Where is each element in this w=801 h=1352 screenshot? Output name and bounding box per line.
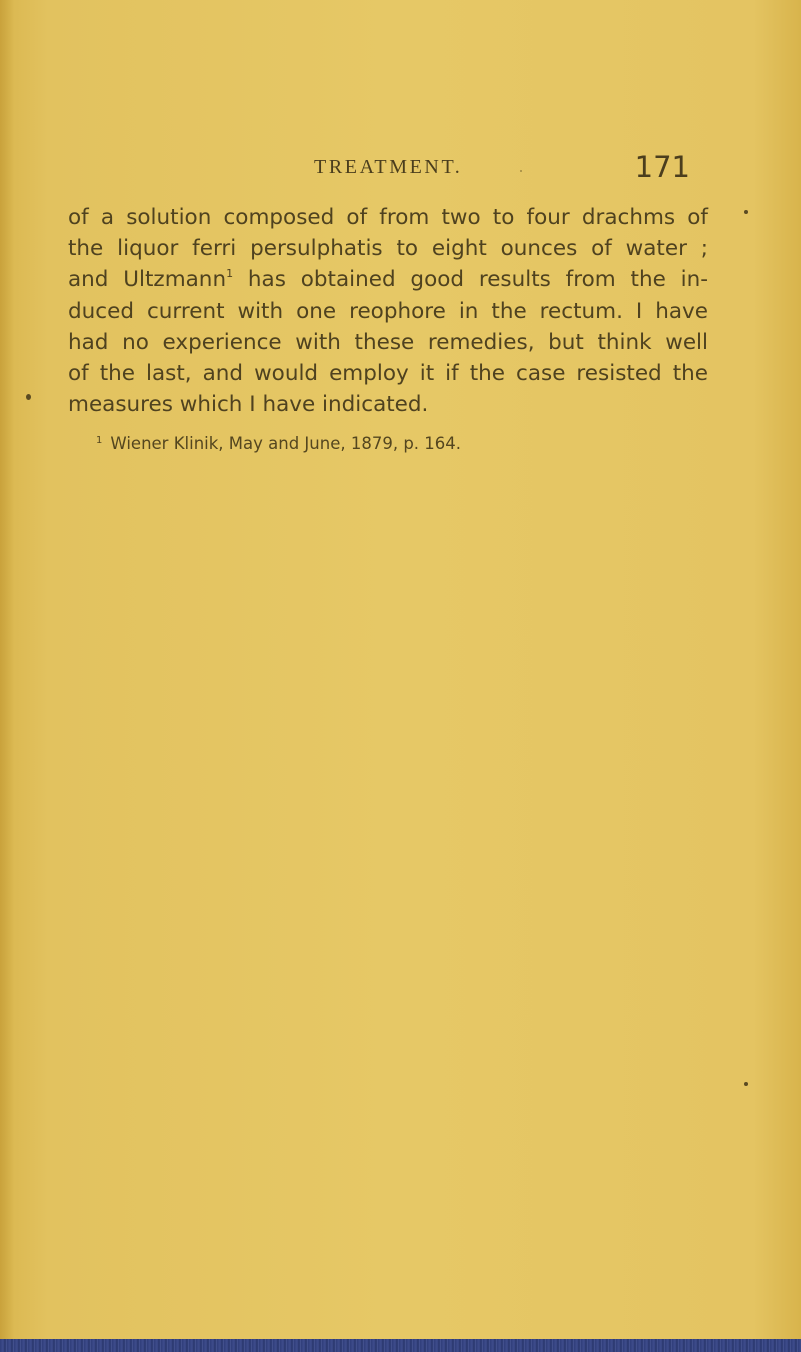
page-number: 171 xyxy=(634,150,690,184)
body-line-1: of a solution composed of from two to four drachms of xyxy=(68,205,708,230)
body-line-3-end: has obtained good results from the in- xyxy=(233,267,708,293)
page-gutter-shadow xyxy=(0,0,14,1352)
body-line-6: of the last, and would employ it if the case resisted the xyxy=(68,361,708,387)
paper-speck xyxy=(744,1082,748,1086)
body-line-3 xyxy=(68,264,708,295)
body-line-4: duced current with one reophore in the rectum. I have xyxy=(68,298,708,324)
body-line-3-start: and Ultzmann xyxy=(68,267,227,293)
body-line-5: had no experience with these remedies, but think well xyxy=(68,329,708,355)
footnote xyxy=(96,434,461,453)
paper-speck xyxy=(744,210,748,214)
scanner-edge-strip xyxy=(0,1339,801,1352)
footnote-marker: 1 xyxy=(96,435,103,446)
footnote-reference-marker: 1 xyxy=(226,267,234,281)
paper-speck xyxy=(520,170,522,172)
running-head xyxy=(70,150,690,190)
footnote-text: Wiener Klinik, May and June, 1879, p. 164. xyxy=(110,434,462,453)
running-head-title: TREATMENT. xyxy=(314,156,463,178)
body-line-2: the liquor ferri persulphatis to eight ounces of water ; xyxy=(68,236,708,262)
body-paragraph xyxy=(68,202,708,420)
paper-speck xyxy=(26,394,31,400)
body-line-7: measures which I have indicated. xyxy=(68,392,429,418)
